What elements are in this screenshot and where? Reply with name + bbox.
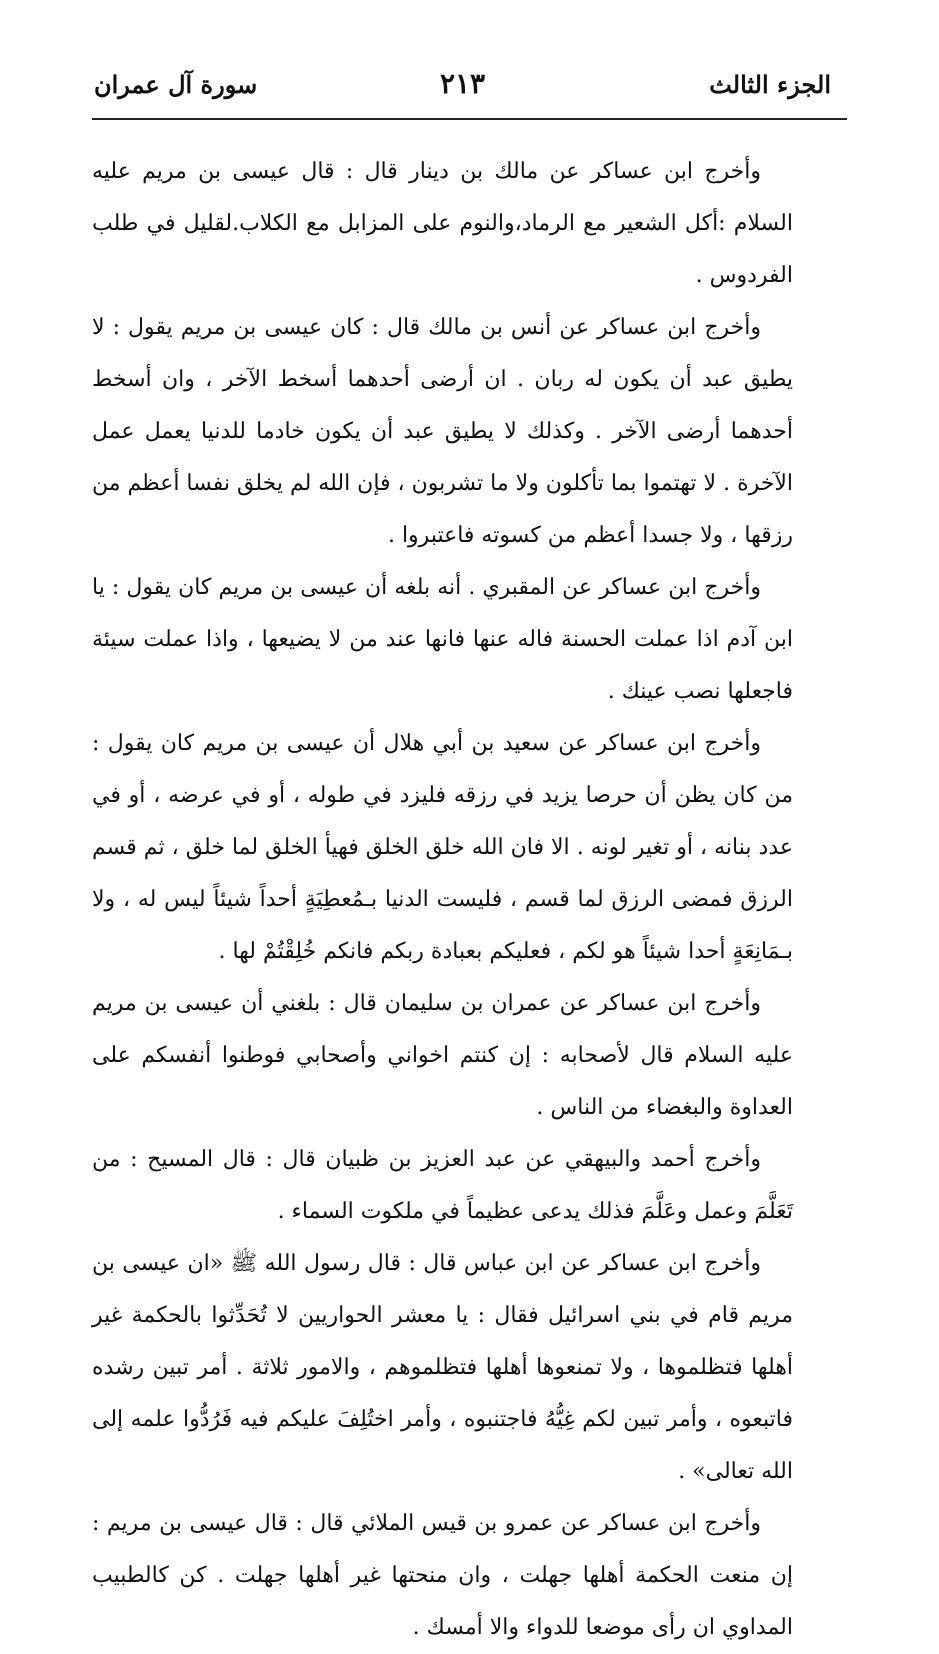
- page-header: [94, 62, 831, 106]
- paragraph: وأخرج ابن عساكر عن عمران بن سليمان قال : بلغني أن عيسى بن مريم عليه السلام قال لأصحابه : إن كنتم اخواني وأصحابي فوطنوا أنفسكم على العداوة والبغضاء من الناس .: [92, 991, 793, 1120]
- paragraph: وأخرج ابن عساكر عن مالك بن دينار قال : قال عيسى بن مريم عليه السلام :أكل الشعير مع الرماد،والنوم على المزابل مع الكلاب.لقليل في طلب الفردوس .: [92, 159, 793, 288]
- paragraph: وأخرج أحمد والبيهقي عن عبد العزيز بن ظبيان قال : قال المسيح : من تَعَلَّمَ وعمل وعَلَّمَ فذلك يدعى عظيماً في ملكوت السماء .: [92, 1147, 793, 1224]
- page-number: ٢١٣: [439, 67, 486, 100]
- paragraph: وأخرج ابن عساكر عن المقبري . أنه بلغه أن عيسى بن مريم كان يقول : يا ابن آدم اذا عملت الحسنة فاله عنها فانها عند من لا يضيعها ، واذا عملت سيئة فاجعلها نصب عينك .: [92, 575, 793, 704]
- part-title: الجزء الثالث: [709, 69, 831, 99]
- page-body: [91, 146, 793, 1640]
- surah-title: سورة آل عمران: [94, 69, 258, 99]
- paragraph: وأخرج ابن عساكر عن أنس بن مالك قال : كان عيسى بن مريم يقول : لا يطيق عبد أن يكون له ربان . ان أرضى أحدهما أسخط الآخر ، وان أسخط أحدهما أرضى الآخر . وكذلك لا يطيق عبد أن يكون خادما للدنيا يعمل عمل الآخرة . لا تهتموا بما تأكلون ولا ما تشربون ، فإن الله لم يخلق نفسا أعظم من رزقها ، ولا جسدا أعظم من كسوته فاعتبروا .: [91, 315, 793, 548]
- paragraph: وأخرج ابن عساكر عن ابن عباس قال : قال رسول الله ﷺ «ان عيسى بن مريم قام في بني اسرائيل فقال : يا معشر الحواريين لا تُحَدِّثوا بالحكمة غير أهلها فتظلموها ، ولا تمنعوها أهلها فتظلموهم ، والامور ثلاثة . أمر تبين رشده فاتبعوه ، وأمر تبين لكم غِيُّهُ فاجتنبوه ، وأمر اختُلِفَ عليكم فيه فَرُدُّوا علمه إلى الله تعالى» .: [92, 1251, 793, 1484]
- paragraph: وأخرج ابن عساكر عن سعيد بن أبي هلال أن عيسى بن مريم كان يقول : من كان يظن أن حرصا يزيد في رزقه فليزد في طوله ، أو في عرضه ، أو في عدد بنانه ، أو تغير لونه . الا فان الله خلق الخلق فهيأ الخلق لما خلق ، ثم قسم الرزق فمضى الرزق لما قسم ، فليست الدنيا بـمُعطِيَةٍ أحداً شيئاً ليس له ، ولا بـمَانِعَةٍ أحدا شيئاً هو لكم ، فعليكم بعبادة ربكم فانكم خُلِقْتُمْ لها .: [92, 731, 793, 964]
- header-rule: [92, 118, 847, 120]
- paragraph: وأخرج ابن عساكر عن عمرو بن قيس الملائي قال : قال عيسى بن مريم : إن منعت الحكمة أهلها جهلت ، وان منحتها غير أهلها جهلت . كن كالطبيب المداوي ان رأى موضعا للدواء والا أمسك .: [92, 1511, 793, 1640]
